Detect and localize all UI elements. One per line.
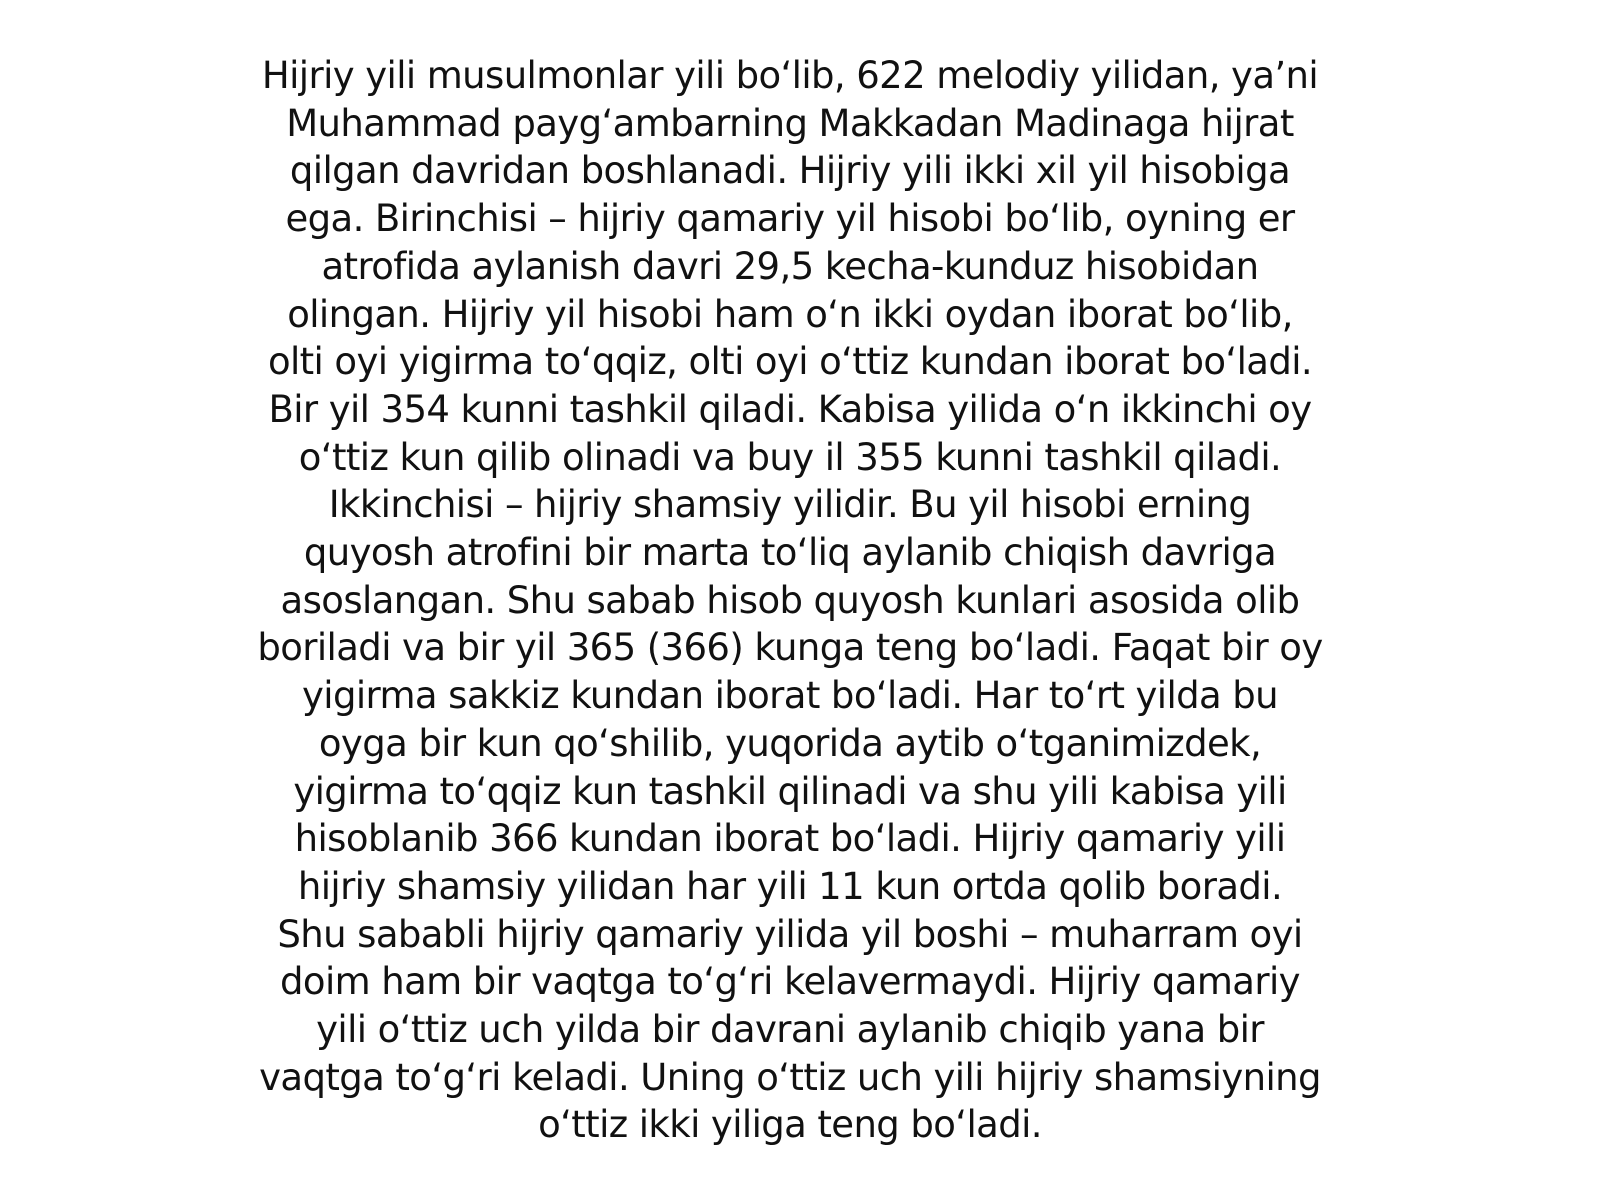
text-line: hisoblanib 366 kundan iborat bo‘ladi. Hijriy qamariy yili <box>294 817 1286 861</box>
text-line: ega. Birinchisi – hijriy qamariy yil hisobi bo‘lib, oyning er <box>285 197 1295 241</box>
text-line: Shu sababli hijriy qamariy yilida yil boshi – muharram oyi <box>277 912 1303 956</box>
text-line: Ikkinchisi – hijriy shamsiy yilidir. Bu yil hisobi erning <box>328 483 1252 527</box>
text-line: Muhammad payg‘ambarning Makkadan Madinaga hijrat <box>286 101 1294 145</box>
text-line: quyosh atrofini bir marta to‘liq aylanib chiqish davriga <box>303 531 1277 575</box>
text-line: oyga bir kun qo‘shilib, yuqorida aytib o‘tganimizdek, <box>318 721 1262 765</box>
text-line: Hijriy yili musulmonlar yili bo‘lib, 622 melodiy yilidan, ya’ni <box>261 54 1319 97</box>
text-line: hijriy shamsiy yilidan har yili 11 kun ortda qolib boradi. <box>297 864 1283 908</box>
text-line: atrofida aylanish davri 29,5 kecha-kunduz hisobidan <box>321 244 1259 288</box>
text-line: yili o‘ttiz uch yilda bir davrani aylanib chiqib yana bir <box>316 1008 1264 1052</box>
text-line: olti oyi yigirma to‘qqiz, olti oyi o‘ttiz kundan iborat bo‘ladi. <box>267 340 1313 384</box>
body-paragraph <box>180 52 1400 1149</box>
text-line: boriladi va bir yil 365 (366) kunga teng bo‘ladi. Faqat bir oy <box>257 626 1323 670</box>
text-line: yigirma sakkiz kundan iborat bo‘ladi. Har to‘rt yilda bu <box>301 674 1279 718</box>
text-line: Bir yil 354 kunni tashkil qiladi. Kabisa yilida o‘n ikkinchi oy <box>268 387 1312 431</box>
text-line: vaqtga to‘g‘ri keladi. Uning o‘ttiz uch yili hijriy shamsiyning <box>259 1055 1321 1099</box>
text-line: asoslangan. Shu sabab hisob quyosh kunlari asosida olib <box>280 578 1300 622</box>
text-line: yigirma to‘qqiz kun tashkil qilinadi va shu yili kabisa yili <box>293 769 1287 813</box>
text-line: o‘ttiz kun qilib olinadi va buy il 355 kunni tashkil qiladi. <box>298 435 1282 479</box>
text-line: qilgan davridan boshlanadi. Hijriy yili ikki xil yil hisobiga <box>289 149 1291 193</box>
text-line: o‘ttiz ikki yiliga teng bo‘ladi. <box>538 1103 1042 1147</box>
text-line: olingan. Hijriy yil hisobi ham o‘n ikki oydan iborat bo‘lib, <box>287 292 1293 336</box>
text-line: doim ham bir vaqtga to‘g‘ri kelavermaydi. Hijriy qamariy <box>280 960 1300 1004</box>
